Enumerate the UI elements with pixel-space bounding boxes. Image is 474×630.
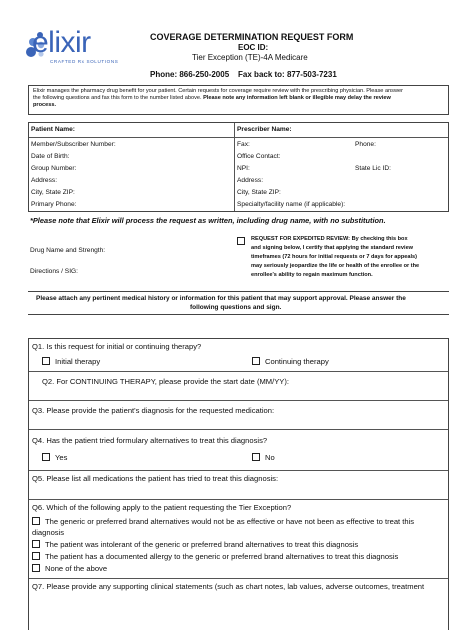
drug-name-field[interactable]: Drug Name and Strength: — [30, 247, 106, 254]
member-number-field[interactable]: Member/Subscriber Number: — [31, 141, 116, 148]
intro-box — [28, 85, 449, 115]
checkbox[interactable] — [252, 357, 260, 365]
intro-line-2-bold: Please note any information left blank or illegible may delay the review — [203, 95, 391, 101]
expedited-line-4: may seriously jeopardize the life or health of the enrollee or the — [251, 263, 420, 269]
primary-phone-field[interactable]: Primary Phone: — [31, 201, 77, 208]
q5-text[interactable]: Q5. Please list all medications the patient has tried to treat this diagnosis: — [32, 474, 279, 483]
substitution-note: *Please note that Elixir will process the request as written, including drug name, with no substitution. — [30, 216, 386, 225]
q7-text[interactable]: Q7. Please provide any supporting clinical statements (such as chart notes, lab values, adverse outcomes, treatment — [32, 582, 425, 591]
attach-note-line-2: following questions and sign. — [190, 304, 282, 311]
directions-field[interactable]: Directions / SIG: — [30, 268, 79, 275]
npi-field[interactable]: NPI: — [237, 165, 250, 172]
q6-text: Q6. Which of the following apply to the patient requesting the Tier Exception? — [32, 503, 292, 512]
checkbox[interactable] — [32, 540, 40, 548]
expedited-line-3: timeframes (72 hours for initial requests or 7 days for appeals) — [251, 254, 417, 260]
specialty-field[interactable]: Specialty/facility name (if applicable): — [237, 201, 346, 208]
checkbox[interactable] — [32, 552, 40, 560]
q6-option-1-cont: diagnosis — [32, 528, 65, 537]
q4-yes-option[interactable]: Yes — [42, 453, 67, 462]
attach-note-box — [28, 291, 449, 315]
q4-no-option[interactable]: No — [252, 453, 275, 462]
attach-note-line-1: Please attach any pertinent medical history or information for this patient that may support approval. Please answer the — [36, 295, 406, 302]
expedited-line-1: By checking this box — [351, 236, 408, 242]
q6-option-4[interactable]: None of the above — [32, 564, 107, 573]
checkbox[interactable] — [32, 517, 40, 525]
q1-continuing-option[interactable]: Continuing therapy — [252, 357, 329, 366]
intro-line-3: process. — [33, 102, 57, 108]
eoc-id: EOC ID: — [238, 43, 269, 52]
elixir-logo — [22, 28, 132, 68]
expedited-line-5: enrollee's ability to regain maximum function. — [251, 272, 373, 278]
prescriber-phone-field[interactable]: Phone: — [355, 141, 376, 148]
q1-initial-option[interactable]: Initial therapy — [42, 357, 100, 366]
group-number-field[interactable]: Group Number: — [31, 165, 77, 172]
prescriber-city-field[interactable]: City, State ZIP: — [237, 189, 281, 196]
expedited-checkbox[interactable] — [237, 237, 245, 245]
prescriber-name-label[interactable]: Prescriber Name: — [237, 126, 292, 133]
intro-line-1: Elixir manages the pharmacy drug benefit for your patient. Certain requests for coverage require review with the prescribing physician. Please answer — [33, 88, 403, 94]
q6-option-3[interactable]: The patient has a documented allergy to the generic or preferred brand alternatives to treat this diagnosis — [32, 552, 398, 561]
intro-line-2: the following questions and fax this form to the number listed above. — [33, 95, 202, 101]
patient-city-field[interactable]: City, State ZIP: — [31, 189, 75, 196]
expedited-title: REQUEST FOR EXPEDITED REVIEW: — [251, 236, 351, 242]
dob-field[interactable]: Date of Birth: — [31, 153, 70, 160]
form-title: COVERAGE DETERMINATION REQUEST FORM — [150, 32, 354, 42]
checkbox[interactable] — [42, 357, 50, 365]
prescriber-fax-field[interactable]: Fax: — [237, 141, 250, 148]
patient-name-label[interactable]: Patient Name: — [31, 126, 75, 133]
office-contact-field[interactable]: Office Contact: — [237, 153, 281, 160]
exception-type: Tier Exception (TE)-4A Medicare — [192, 53, 308, 62]
logo-tagline: CRAFTED Rx SOLUTIONS — [50, 59, 119, 64]
phone-fax-line: Phone: 866-250-2005 Fax back to: 877-503-7231 — [150, 70, 337, 79]
q6-option-1[interactable]: The generic or preferred brand alternatives would not be as effective or have not been as effective to treat this — [32, 517, 414, 526]
prescriber-address-field[interactable]: Address: — [237, 177, 264, 184]
checkbox[interactable] — [252, 453, 260, 461]
expedited-line-2: and signing below, I certify that applying the standard review — [251, 245, 414, 251]
patient-address-field[interactable]: Address: — [31, 177, 58, 184]
q1-text: Q1. Is this request for initial or continuing therapy? — [32, 342, 202, 351]
q6-option-2[interactable]: The patient was intolerant of the generic or preferred brand alternatives to treat this diagnosis — [32, 540, 358, 549]
checkbox[interactable] — [42, 453, 50, 461]
q3-text[interactable]: Q3. Please provide the patient's diagnosis for the requested medication: — [32, 406, 275, 415]
q2-text[interactable]: Q2. For CONTINUING THERAPY, please provide the start date (MM/YY): — [42, 377, 290, 386]
checkbox[interactable] — [32, 564, 40, 572]
q4-text: Q4. Has the patient tried formulary alternatives to treat this diagnosis? — [32, 436, 268, 445]
expedited-review-section — [237, 236, 451, 288]
logo-wordmark: elixir — [32, 26, 91, 59]
state-lic-field[interactable]: State Lic ID: — [355, 165, 391, 172]
